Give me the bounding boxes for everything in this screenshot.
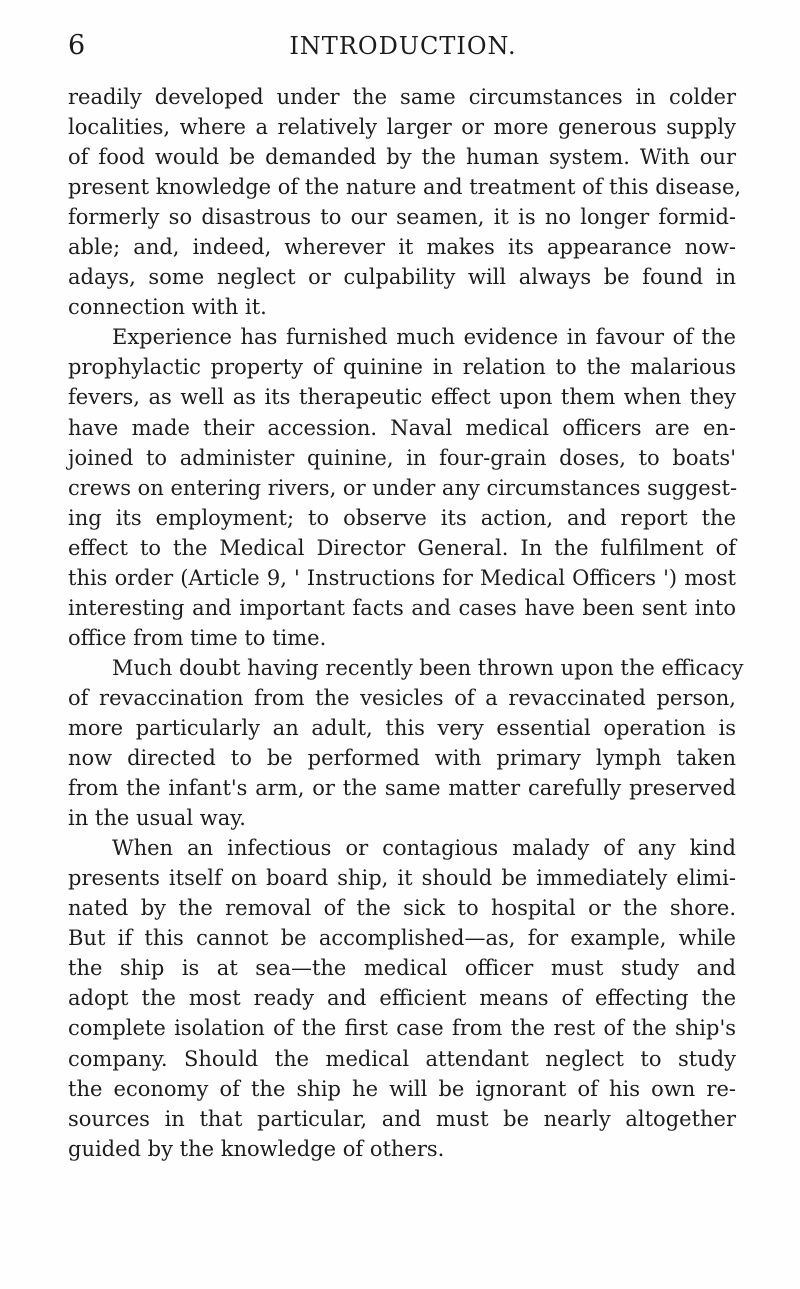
page-number: 6: [68, 30, 86, 61]
text-line: joined to administer quinine, in four-grain doses, to boats': [68, 445, 736, 470]
text-line: office from time to time.: [68, 625, 327, 650]
text-line: the economy of the ship he will be ignorant of his own re-: [68, 1076, 736, 1101]
page-header: [68, 30, 738, 62]
text-line: prophylactic property of quinine in relation to the malarious: [68, 355, 736, 380]
text-line: readily developed under the same circumstances in colder: [68, 85, 736, 109]
text-line: When an infectious or contagious malady of any kind: [112, 836, 736, 861]
body-text: [68, 82, 744, 1164]
text-line: crews on entering rivers, or under any circumstances suggest-: [68, 475, 738, 500]
text-line: presents itself on board ship, it should be immediately elimi-: [68, 866, 736, 891]
text-line: now directed to be performed with primary lymph taken: [68, 746, 736, 771]
text-line: present knowledge of the nature and treatment of this disease,: [68, 175, 742, 200]
text-line: Much doubt having recently been thrown upon the efficacy: [112, 655, 744, 680]
text-line: of food would be demanded by the human system. With our: [68, 145, 736, 170]
text-line: adopt the most ready and efficient means of effecting the: [68, 986, 736, 1011]
paragraph: [68, 82, 742, 322]
running-head: INTRODUCTION.: [289, 32, 517, 60]
text-line: connection with it.: [68, 295, 267, 320]
text-line: adays, some neglect or culpability will always be found in: [68, 265, 736, 290]
text-line: fevers, as well as its therapeutic effect upon them when they: [68, 385, 736, 410]
text-line: able; and, indeed, wherever it makes its appearance now-: [68, 235, 736, 260]
paragraph: [68, 322, 736, 653]
text-line: But if this cannot be accomplished—as, for example, while: [68, 926, 736, 951]
text-line: formerly so disastrous to our seamen, it is no longer formid-: [68, 205, 736, 230]
text-line: effect to the Medical Director General. In the fulfilment of: [68, 535, 736, 560]
text-line: have made their accession. Naval medical officers are en-: [68, 415, 736, 440]
paragraph: [68, 653, 744, 833]
text-line: from the infant's arm, or the same matter carefully preserved: [68, 776, 736, 801]
text-line: company. Should the medical attendant neglect to study: [68, 1046, 736, 1071]
text-line: Experience has furnished much evidence in favour of the: [112, 325, 736, 350]
text-line: interesting and important facts and cases have been sent into: [68, 595, 736, 620]
text-line: guided by the knowledge of others.: [68, 1136, 445, 1161]
text-line: complete isolation of the first case from the rest of the ship's: [68, 1016, 736, 1041]
text-line: the ship is at sea—the medical officer must study and: [68, 956, 736, 981]
text-line: sources in that particular, and must be nearly altogether: [68, 1106, 736, 1131]
text-line: this order (Article 9, ' Instructions for Medical Officers ') most: [68, 565, 736, 590]
text-line: more particularly an adult, this very essential operation is: [68, 715, 736, 740]
text-line: localities, where a relatively larger or more generous supply: [68, 115, 736, 140]
text-line: of revaccination from the vesicles of a revaccinated person,: [68, 685, 736, 710]
text-line: ing its employment; to observe its action, and report the: [68, 505, 736, 530]
text-line: in the usual way.: [68, 806, 246, 831]
text-line: nated by the removal of the sick to hospital or the shore.: [68, 896, 736, 921]
paragraph: [68, 833, 736, 1164]
